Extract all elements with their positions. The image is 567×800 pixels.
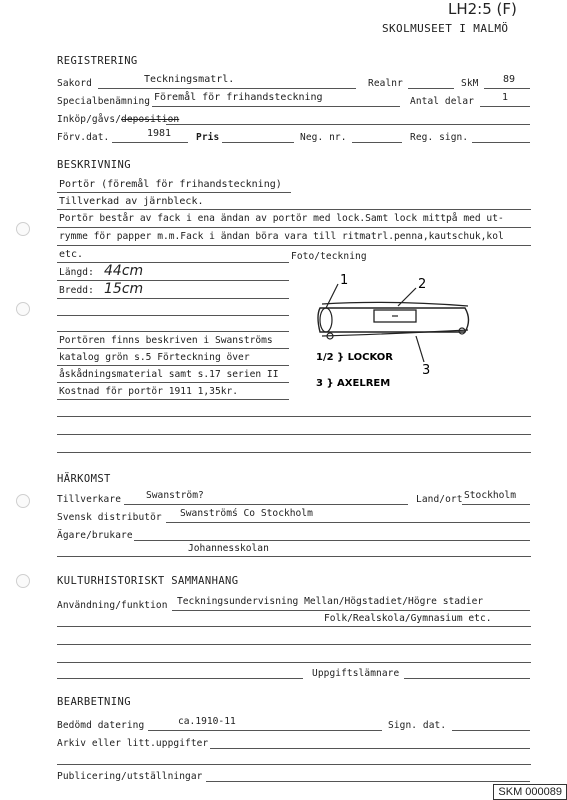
- blank-rule: [57, 331, 289, 332]
- deposition-label: deposition: [121, 114, 180, 125]
- note-line-1[interactable]: Portören finns beskriven i Swanströms: [59, 335, 273, 346]
- inkop-label-text: Inköp/gåvs/: [57, 114, 122, 125]
- portor-end-cap: [320, 308, 332, 332]
- blank-rule: [57, 416, 531, 417]
- note-line-4[interactable]: Kostnad för portör 1911 1,35kr.: [59, 386, 239, 397]
- portor-sketch: [300, 270, 500, 390]
- sakord-label: Sakord: [57, 78, 92, 89]
- anvandning-value-2[interactable]: Folk/Realskola/Gymnasium etc.: [324, 613, 492, 624]
- uppgiftslamnare-label: Uppgiftslämnare: [312, 668, 400, 679]
- description-rule: [57, 262, 289, 263]
- pris-label: Pris: [196, 132, 220, 143]
- anvandning-line: [172, 610, 530, 611]
- sketch-label-1: 1: [340, 273, 349, 288]
- realnr-label: Realnr: [368, 78, 403, 89]
- section-heading-bearbetning: BEARBETNING: [57, 696, 131, 708]
- punch-hole: [16, 574, 30, 588]
- anvandning-value-1[interactable]: Teckningsundervisning Mellan/Högstadiet/Högre stadier: [177, 596, 484, 607]
- section-heading-kulturhistoriskt: KULTURHISTORISKT SAMMANHANG: [57, 575, 239, 587]
- description-line-2[interactable]: Tillverkad av järnbleck.: [59, 196, 204, 207]
- blank-rule: [57, 662, 531, 663]
- portor-strap: [322, 302, 468, 306]
- blank-rule: [57, 626, 531, 627]
- antal-delar-label: Antal delar: [410, 96, 475, 107]
- sakord-line: [98, 88, 356, 89]
- description-rule: [57, 227, 531, 228]
- specialbenamning-line: [152, 106, 400, 107]
- blank-rule: [57, 315, 289, 316]
- blank-rule: [57, 452, 531, 453]
- punch-hole: [16, 494, 30, 508]
- realnr-line: [408, 88, 454, 89]
- bredd-line: [57, 298, 289, 299]
- bredd-value[interactable]: 15cm: [104, 281, 144, 297]
- section-heading-harkomst: HÄRKOMST: [57, 473, 111, 485]
- punch-hole: [16, 222, 30, 236]
- sign-dat-line: [452, 730, 530, 731]
- portor-strap-bottom: [322, 330, 468, 336]
- skm-label: SkM: [461, 78, 479, 89]
- sakord-value[interactable]: Teckningsmatrl.: [144, 74, 235, 85]
- pris-line: [222, 142, 294, 143]
- sign-dat-label: Sign. dat.: [388, 720, 447, 731]
- uppgiftslamnare-line: [404, 678, 530, 679]
- publicering-label: Publicering/utställningar: [57, 771, 203, 782]
- forv-dat-line: [112, 142, 188, 143]
- arkiv-label: Arkiv eller litt.uppgifter: [57, 738, 209, 749]
- langd-value[interactable]: 44cm: [104, 263, 144, 279]
- reg-sign-line: [472, 142, 530, 143]
- blank-rule: [57, 434, 531, 435]
- description-line-3[interactable]: Portör består av fack i ena ändan av portör med lock.Samt lock mittpå med ut-: [59, 213, 504, 224]
- agare-brukare-label: Ägare/brukare: [57, 530, 133, 541]
- sketch-legend-2: 3 } AXELREM: [316, 378, 391, 389]
- note-rule: [57, 348, 289, 349]
- handwritten-code: LH2:5 (F): [448, 0, 517, 18]
- land-ort-line: [462, 504, 530, 505]
- neg-nr-line: [352, 142, 402, 143]
- blank-rule: [57, 764, 531, 765]
- bedomd-datering-value[interactable]: ca.1910-11: [178, 716, 236, 727]
- forv-dat-label: Förv.dat.: [57, 132, 110, 143]
- antal-delar-value[interactable]: 1: [502, 92, 509, 103]
- langd-line: [57, 280, 289, 281]
- bredd-label: Bredd:: [59, 285, 94, 296]
- pointer-1: [326, 284, 338, 308]
- forv-dat-value[interactable]: 1981: [147, 128, 172, 139]
- tillverkare-value[interactable]: Swanström?: [146, 490, 204, 501]
- publicering-line: [206, 781, 530, 782]
- bedomd-datering-line: [148, 730, 382, 731]
- agare-brukare-value[interactable]: Johannesskolan: [188, 543, 269, 554]
- punch-hole: [16, 302, 30, 316]
- description-rule: [57, 245, 531, 246]
- neg-nr-label: Neg. nr.: [300, 132, 347, 143]
- inventory-stamp: SKM 000089: [493, 784, 567, 800]
- sketch-label-3: 3: [422, 363, 431, 378]
- note-rule: [57, 365, 289, 366]
- svensk-distributor-line: [166, 522, 530, 523]
- bedomd-datering-label: Bedömd datering: [57, 720, 145, 731]
- portor-body-outline: [318, 308, 469, 332]
- skm-line: [484, 88, 530, 89]
- description-rule: [57, 209, 531, 210]
- inkop-label: [57, 114, 179, 125]
- antal-delar-line: [480, 106, 530, 107]
- specialbenamning-label: Specialbenämning: [57, 96, 151, 107]
- svensk-distributor-value[interactable]: Swanströmś Co Stockholm: [180, 508, 313, 519]
- description-line-1[interactable]: Portör (föremål för frihandsteckning): [59, 179, 282, 190]
- tillverkare-line: [124, 504, 408, 505]
- land-ort-value[interactable]: Stockholm: [464, 490, 516, 501]
- note-line-3[interactable]: åskådningsmaterial samt s.17 serien II: [59, 369, 279, 380]
- foto-teckning-label: Foto/teckning: [291, 251, 367, 262]
- inkop-line: [166, 124, 530, 125]
- tillverkare-label: Tillverkare: [57, 494, 122, 505]
- museum-name: SKOLMUSEET I MALMÖ: [382, 22, 509, 35]
- note-rule: [57, 399, 289, 400]
- pointer-3: [416, 336, 424, 362]
- blank-rule: [57, 644, 531, 645]
- agare-brukare-line-2: [57, 556, 531, 557]
- arkiv-line: [210, 748, 530, 749]
- sketch-label-2: 2: [418, 277, 427, 292]
- description-rule: [57, 192, 291, 193]
- blank-rule-short: [57, 678, 303, 679]
- description-line-5[interactable]: etc.: [59, 249, 84, 260]
- land-ort-label: Land/ort: [416, 494, 463, 505]
- sketch-legend-1: 1/2 } LOCKOR: [316, 352, 394, 363]
- note-line-2[interactable]: katalog grön s.5 Förteckning över: [59, 352, 250, 363]
- section-heading-registrering: REGISTRERING: [57, 55, 138, 67]
- section-heading-beskrivning: BESKRIVNING: [57, 159, 131, 171]
- skm-value[interactable]: 89: [503, 74, 516, 85]
- langd-label: Längd:: [59, 267, 94, 278]
- agare-brukare-line: [134, 540, 530, 541]
- svensk-distributor-label: Svensk distributör: [57, 512, 162, 523]
- reg-sign-label: Reg. sign.: [410, 132, 469, 143]
- description-line-4[interactable]: rymme för papper m.m.Fack i ändan böra vara till ritmatrl.penna,kautschuk,kol: [59, 231, 504, 242]
- specialbenamning-value[interactable]: Föremål för frihandsteckning: [154, 92, 323, 103]
- anvandning-label: Användning/funktion: [57, 600, 168, 611]
- note-rule: [57, 382, 289, 383]
